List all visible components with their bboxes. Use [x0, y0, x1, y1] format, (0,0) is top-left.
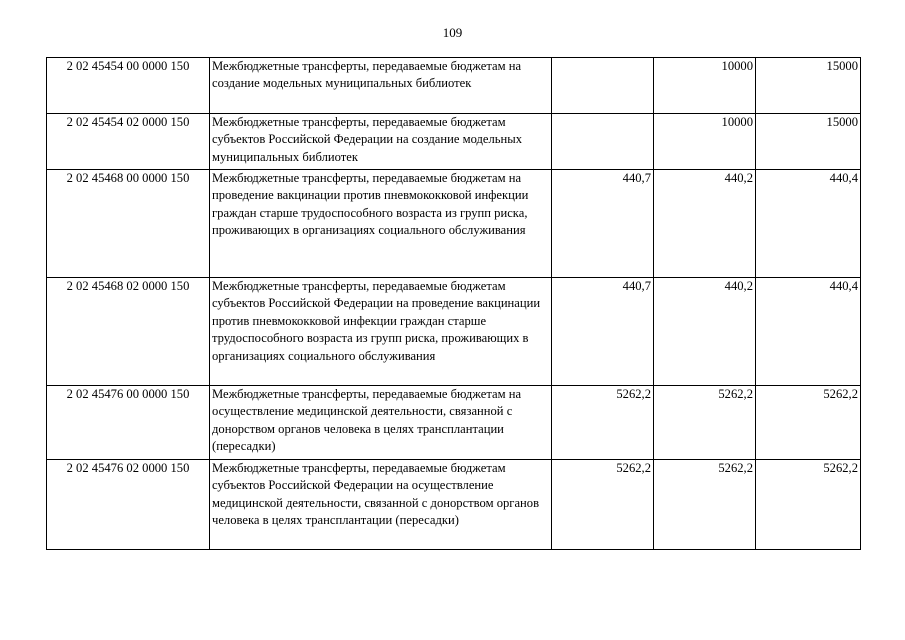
value-year3-cell: 440,4 — [756, 278, 861, 386]
value-year1-cell — [552, 58, 654, 114]
value-year3-cell: 5262,2 — [756, 460, 861, 550]
value-year3-cell: 15000 — [756, 114, 861, 170]
value-year2-cell: 440,2 — [654, 170, 756, 278]
value-year3-cell: 440,4 — [756, 170, 861, 278]
value-year1-cell: 5262,2 — [552, 386, 654, 460]
description-cell: Межбюджетные трансферты, передаваемые бюджетам на создание модельных муниципальных библиотек — [210, 58, 552, 114]
value-year1-cell: 5262,2 — [552, 460, 654, 550]
description-cell: Межбюджетные трансферты, передаваемые бюджетам субъектов Российской Федерации на создание модельных муниципальных библиотек — [210, 114, 552, 170]
budget-code-cell: 2 02 45454 00 0000 150 — [47, 58, 210, 114]
table-row — [47, 58, 861, 114]
table-row — [47, 460, 861, 550]
table-row — [47, 170, 861, 278]
value-year3-cell: 15000 — [756, 58, 861, 114]
budget-code-cell: 2 02 45476 02 0000 150 — [47, 460, 210, 550]
value-year2-cell: 440,2 — [654, 278, 756, 386]
budget-code-cell: 2 02 45454 02 0000 150 — [47, 114, 210, 170]
description-cell: Межбюджетные трансферты, передаваемые бюджетам субъектов Российской Федерации на осуществление медицинской деятельности, связанной с донорством органов человека в целях трансплантации (пересадки) — [210, 460, 552, 550]
description-cell: Межбюджетные трансферты, передаваемые бюджетам на осуществление медицинской деятельности, связанной с донорством органов человека в целях трансплантации (пересадки) — [210, 386, 552, 460]
value-year2-cell: 10000 — [654, 114, 756, 170]
value-year1-cell — [552, 114, 654, 170]
table-row — [47, 114, 861, 170]
budget-table — [46, 57, 861, 550]
value-year1-cell: 440,7 — [552, 170, 654, 278]
value-year2-cell: 5262,2 — [654, 460, 756, 550]
value-year1-cell: 440,7 — [552, 278, 654, 386]
table-row — [47, 386, 861, 460]
budget-code-cell: 2 02 45468 00 0000 150 — [47, 170, 210, 278]
budget-code-cell: 2 02 45468 02 0000 150 — [47, 278, 210, 386]
description-cell: Межбюджетные трансферты, передаваемые бюджетам субъектов Российской Федерации на проведение вакцинации против пневмококковой инфекции граждан старше трудоспособного возраста из групп риска, проживающих в организациях социального обслуживания — [210, 278, 552, 386]
page-number: 109 — [442, 25, 463, 40]
value-year3-cell: 5262,2 — [756, 386, 861, 460]
table-row — [47, 278, 861, 386]
budget-code-cell: 2 02 45476 00 0000 150 — [47, 386, 210, 460]
description-cell: Межбюджетные трансферты, передаваемые бюджетам на проведение вакцинации против пневмококковой инфекции граждан старше трудоспособного возраста из групп риска, проживающих в организациях социального обслуживания — [210, 170, 552, 278]
value-year2-cell: 10000 — [654, 58, 756, 114]
value-year2-cell: 5262,2 — [654, 386, 756, 460]
